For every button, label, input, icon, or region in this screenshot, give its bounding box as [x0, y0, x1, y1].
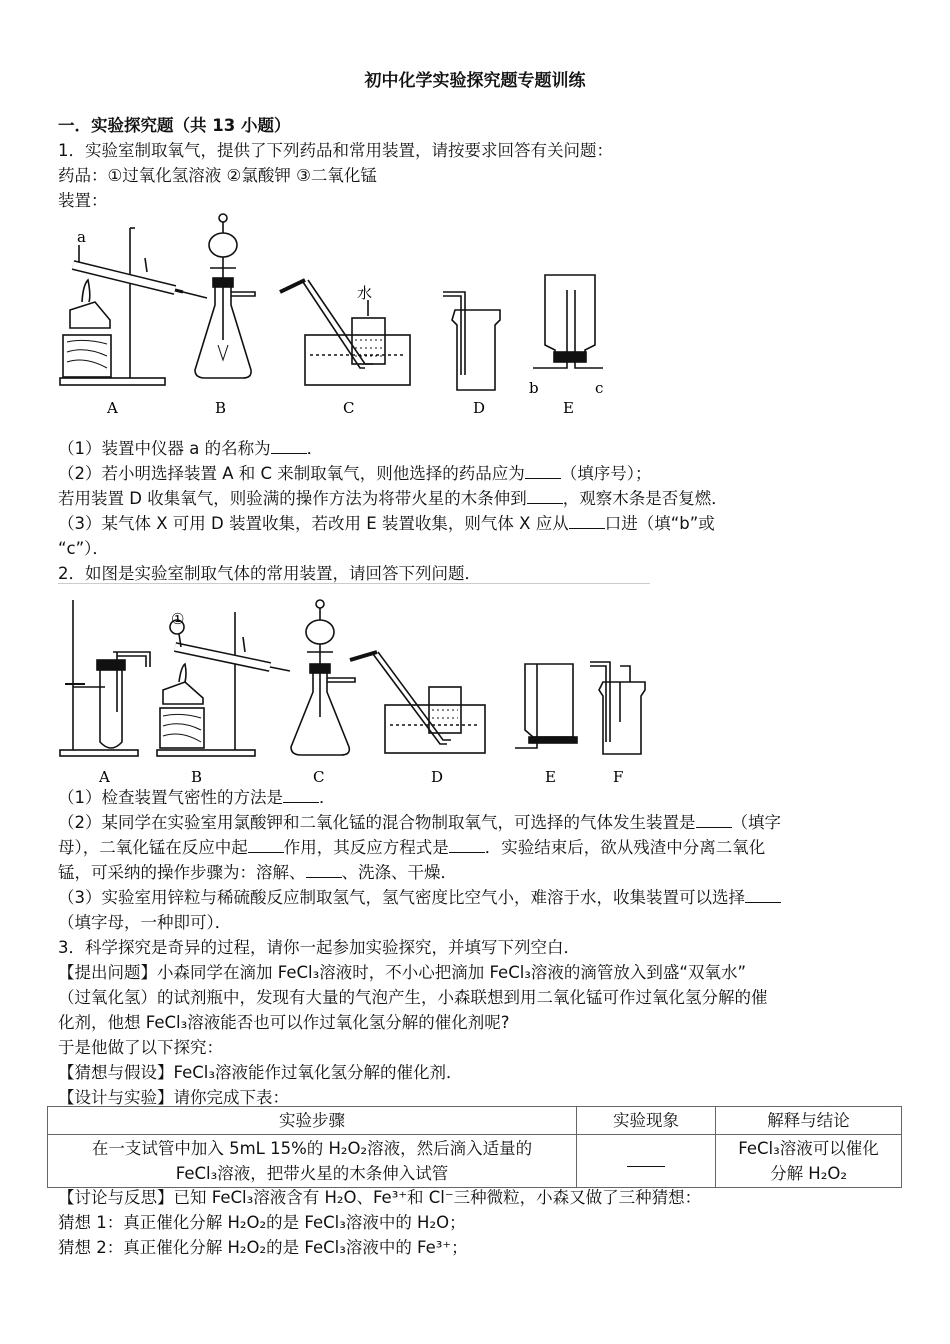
apparatus-c	[280, 280, 410, 385]
q1-part3: （3）某气体 X 可用 D 装置收集，若改用 E 装置收集，则气体 X 应从 口进（填“b”或	[58, 514, 715, 533]
label-C: C	[313, 768, 325, 786]
q3-line: 于是他做了以下探究：	[58, 1038, 223, 1057]
q3-line: （过氧化氢）的试剂瓶中，发现有大量的气泡产生，小森联想到用二氧化锰可作过氧化氢分解的催	[58, 988, 768, 1007]
q2-part2-cont2: 锰，可采纳的操作步骤为：溶解、 、洗涤、干燥．	[58, 863, 457, 882]
page-title: 初中化学实验探究题专题训练	[364, 71, 586, 91]
label-D: D	[431, 768, 444, 786]
q1-part1: （1）装置中仪器 a 的名称为 ．	[58, 439, 324, 458]
label-A: A	[107, 399, 118, 417]
label-E: E	[545, 768, 556, 786]
apparatus-b	[157, 612, 290, 756]
label-A: A	[99, 768, 110, 786]
table-cell-phenomenon	[577, 1135, 716, 1188]
label-D: D	[473, 399, 486, 417]
apparatus-e	[533, 275, 603, 368]
blank[interactable]	[525, 464, 561, 479]
apparatus-d	[350, 652, 485, 753]
label-B: B	[191, 768, 203, 786]
blank[interactable]	[696, 813, 732, 828]
q3-stem: 3．科学探究是奇异的过程，请你一起参加实验探究，并填写下列空白．	[58, 938, 580, 957]
apparatus-a	[60, 228, 207, 385]
label-a: a	[77, 228, 86, 246]
apparatus-a	[60, 600, 150, 756]
q3-line: 【讨论与反思】已知 FeCl₃溶液含有 H₂O、Fe³⁺和 Cl⁻三种微粒，小森又做了三种猜想：	[58, 1188, 702, 1207]
q2-stem: 2．如图是实验室制取气体的常用装置，请回答下列问题．	[58, 564, 481, 583]
blank[interactable]	[527, 489, 563, 504]
q3-line: 【提出问题】小森同学在滴加 FeCl₃溶液时，不小心把滴加 FeCl₃溶液的滴管放入到盛“双氧水”	[58, 963, 747, 982]
q1-part2-cont: 若用装置 D 收集氧气，则验满的操作方法为将带火星的木条伸到 ，观察木条是否复燃．	[58, 489, 728, 508]
label-water: 水	[357, 284, 373, 302]
q2-part2-cont: 母），二氧化锰在反应中起 作用，其反应方程式是 ．实验结束后，欲从残渣中分离二氧化	[58, 838, 766, 857]
section-heading: 一．实验探究题（共 13 小题）	[58, 116, 291, 135]
label-c: c	[595, 379, 604, 397]
table-header: 实验步骤	[48, 1107, 577, 1135]
label-C: C	[343, 399, 355, 417]
table-cell-step: 在一支试管中加入 5mL 15%的 H₂O₂溶液，然后滴入适量的 FeCl₃溶液，把带火星的木条伸入试管	[48, 1135, 577, 1188]
label-b: b	[529, 379, 539, 397]
experiment-table	[47, 1106, 902, 1188]
q3-line: 【猜想与假设】FeCl₃溶液能作过氧化氢分解的催化剂．	[58, 1063, 463, 1082]
q1-part2: （2）若小明选择装置 A 和 C 来制取氧气，则他选择的药品应为 （填序号）；	[58, 464, 652, 483]
blank[interactable]	[745, 888, 781, 903]
table-header: 解释与结论	[716, 1107, 902, 1135]
blank[interactable]	[306, 863, 342, 878]
blank[interactable]	[569, 514, 605, 529]
q2-part1: （1）检查装置气密性的方法是 ．	[58, 788, 336, 807]
apparatus-f	[590, 662, 645, 754]
q1-apparatus-label: 装置：	[58, 191, 108, 210]
q3-line: 猜想 2：真正催化分解 H₂O₂的是 FeCl₃溶液中的 Fe³⁺；	[58, 1238, 468, 1257]
q2-part3: （3）实验室用锌粒与稀硫酸反应制取氢气，氢气密度比空气小，难溶于水，收集装置可以选择	[58, 885, 903, 910]
q3-line: 【设计与实验】请你完成下表：	[58, 1088, 289, 1107]
q1-part3-cont: “c”）．	[58, 539, 109, 558]
blank[interactable]	[627, 1152, 665, 1167]
label-E: E	[563, 399, 574, 417]
q2-part3-cont: （填字母，一种即可）．	[58, 913, 232, 932]
label-B: B	[215, 399, 227, 417]
blank[interactable]	[248, 838, 284, 853]
q1-stem: 1．实验室制取氧气，提供了下列药品和常用装置，请按要求回答有关问题：	[58, 141, 613, 160]
q2-apparatus-figure	[55, 592, 655, 792]
divider	[58, 583, 650, 584]
q3-line: 化剂，他想 FeCl₃溶液能否也可以作过氧化氢分解的催化剂呢?	[58, 1013, 510, 1032]
blank[interactable]	[283, 788, 319, 803]
table-row	[48, 1135, 902, 1188]
table-cell-conclusion: FeCl₃溶液可以催化 分解 H₂O₂	[716, 1135, 902, 1188]
q3-line: 猜想 1：真正催化分解 H₂O₂的是 FeCl₃溶液中的 H₂O；	[58, 1213, 466, 1232]
q1-drugs: 药品：①过氧化氢溶液 ②氯酸钾 ③二氧化锰	[58, 166, 377, 185]
apparatus-c	[291, 600, 355, 755]
label-one: ①	[171, 610, 185, 628]
apparatus-b	[195, 214, 255, 378]
label-F: F	[613, 768, 624, 786]
apparatus-e	[515, 664, 577, 748]
table-header: 实验现象	[577, 1107, 716, 1135]
blank[interactable]	[449, 838, 485, 853]
blank[interactable]	[271, 439, 307, 454]
q2-part2: （2）某同学在实验室用氯酸钾和二氧化锰的混合物制取氧气，可选择的气体发生装置是 （填字	[58, 813, 781, 832]
table-header-row	[48, 1107, 902, 1135]
apparatus-d	[443, 292, 500, 390]
q1-apparatus-figure	[55, 210, 615, 425]
